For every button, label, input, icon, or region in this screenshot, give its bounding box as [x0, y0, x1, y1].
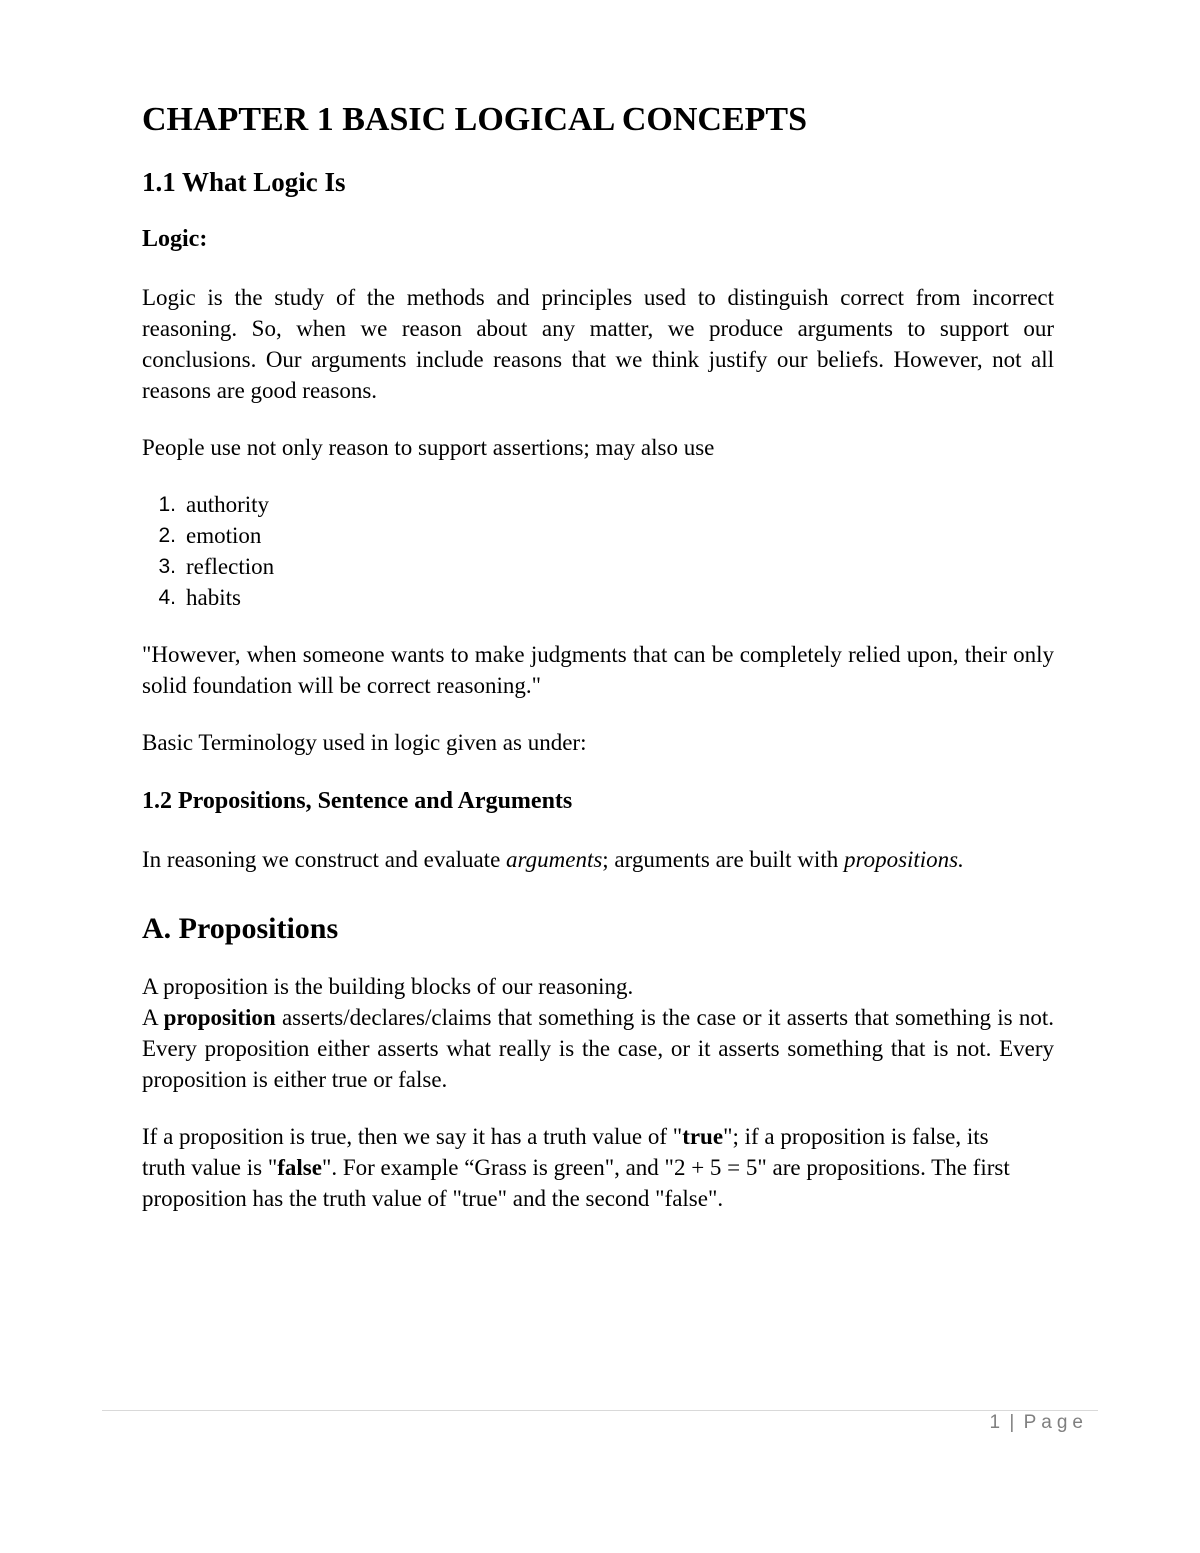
- ex-text-part1: If a proposition is true, then we say it has a truth value of ": [142, 1124, 683, 1149]
- ex-bold-true: true: [682, 1124, 724, 1149]
- intro-emphasis-propositions: propositions.: [843, 847, 964, 872]
- list-item-text: emotion: [186, 523, 262, 548]
- list-item: [142, 551, 1054, 582]
- proposition-definition-paragraph: [142, 1002, 1054, 1095]
- ex-text-part3: ". For example “Grass is green", and "2 + 5 = 5" are propositions. The first proposition has the truth value of "true" and the second "false".: [142, 1155, 1010, 1211]
- page-content: [142, 98, 1054, 1240]
- def-bold-proposition: proposition: [163, 1005, 276, 1030]
- ex-bold-false: false: [277, 1155, 322, 1180]
- reasons-list: [142, 489, 1054, 613]
- list-item-number: 2.: [158, 524, 176, 547]
- page-label: Page: [1023, 1412, 1088, 1433]
- chapter-title: CHAPTER 1 BASIC LOGICAL CONCEPTS: [142, 101, 808, 138]
- def-text-part2: asserts/declares/claims that something is the case or it asserts that something is not. Every proposition either asserts what really is the case, or it asserts something that is not. Every proposition is either true or false.: [142, 1005, 1054, 1092]
- page-number: 1: [989, 1412, 1001, 1433]
- logic-subheading: Logic:: [142, 226, 208, 252]
- list-item-text: habits: [186, 585, 241, 610]
- intro-emphasis-arguments: arguments: [506, 847, 603, 872]
- list-item: [142, 489, 1054, 520]
- list-item: [142, 520, 1054, 551]
- reasoning-intro-paragraph: [142, 844, 1014, 875]
- ex-text-part2: "; if a proposition is false, its truth value is ": [142, 1124, 989, 1180]
- list-item: [142, 582, 1054, 613]
- terminology-paragraph: Basic Terminology used in logic given as under:: [142, 730, 587, 755]
- page-footer: [990, 1412, 1088, 1434]
- footer-separator: |: [1009, 1412, 1015, 1433]
- footer-divider: [102, 1410, 1098, 1411]
- def-text-part1: A: [142, 1005, 164, 1030]
- intro-text-part2: ; arguments are built with: [602, 847, 844, 872]
- propositions-heading: A. Propositions: [142, 912, 339, 945]
- quote-paragraph: "However, when someone wants to make judgments that can be completely relied upon, their only solid foundation will be correct reasoning.": [142, 642, 1054, 698]
- list-item-number: 4.: [158, 586, 176, 609]
- list-item-number: 3.: [158, 555, 176, 578]
- list-item-number: 1.: [158, 493, 176, 516]
- logic-definition-paragraph: Logic is the study of the methods and principles used to distinguish correct from incorrect reasoning. So, when we reason about any matter, we produce arguments to support our conclusions. Our arguments include reasons that we think justify our beliefs. However, not all reasons are good reasons.: [142, 285, 1054, 403]
- building-blocks-line: A proposition is the building blocks of our reasoning.: [142, 974, 634, 999]
- section-heading-1-1: 1.1 What Logic Is: [142, 167, 346, 197]
- intro-text-part1: In reasoning we construct and evaluate: [142, 847, 507, 872]
- truth-value-paragraph: [142, 1121, 1014, 1214]
- list-item-text: reflection: [186, 554, 275, 579]
- people-use-paragraph: People use not only reason to support assertions; may also use: [142, 435, 715, 460]
- list-item-text: authority: [186, 492, 270, 517]
- section-heading-1-2: 1.2 Propositions, Sentence and Arguments: [142, 788, 573, 814]
